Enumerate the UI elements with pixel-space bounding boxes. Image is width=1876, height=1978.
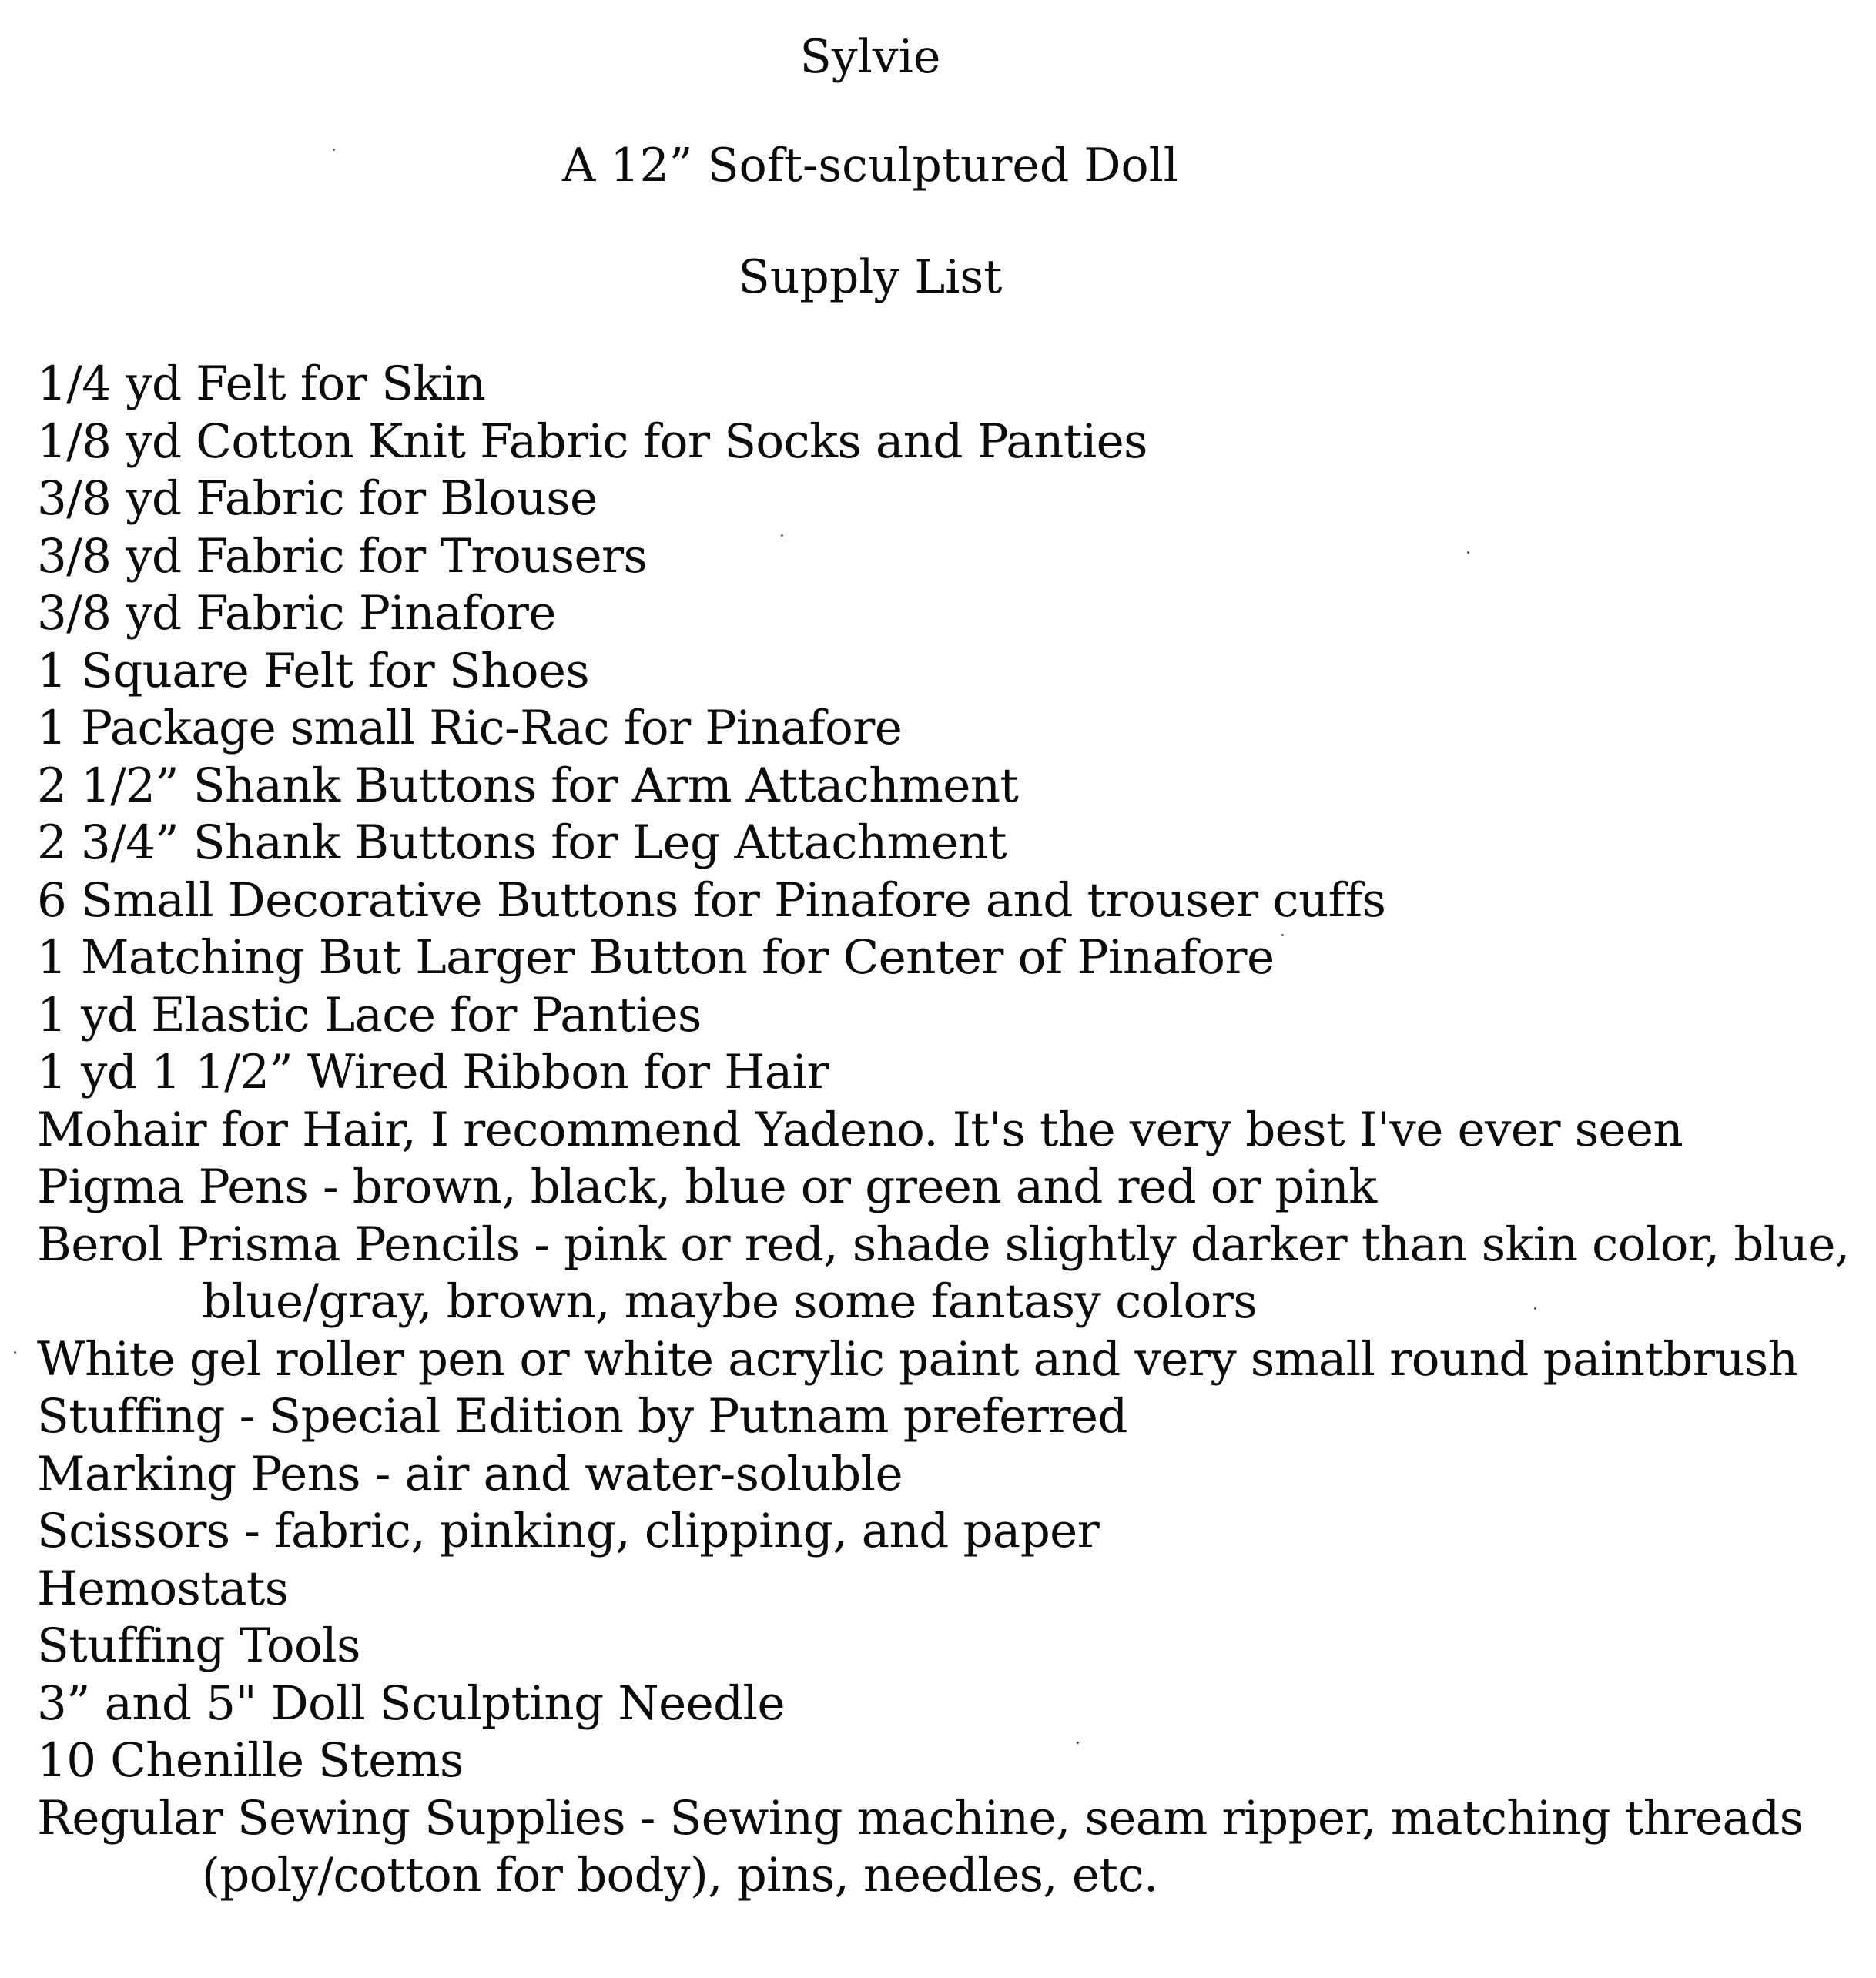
scan-speck <box>1467 551 1469 554</box>
supply-item-text: 1/8 yd Cotton Knit Fabric for Socks and Panties <box>37 413 1147 469</box>
document-title: Sylvie <box>799 30 941 84</box>
supply-list <box>37 356 1854 1905</box>
supply-item <box>37 1503 1854 1561</box>
supply-item-text: 2 1/2” Shank Buttons for Arm Attachment <box>37 758 1019 813</box>
supply-item-text: Berol Prisma Pencils - pink or red, shade slightly darker than skin color, blue, <box>37 1217 1850 1272</box>
supply-item-text: Stuffing Tools <box>37 1618 360 1673</box>
supply-item-continuation: blue/gray, brown, maybe some fantasy colors <box>202 1274 1258 1329</box>
supply-item <box>37 1618 1854 1675</box>
supply-item-text: Mohair for Hair, I recommend Yadeno. It's the very best I've ever seen <box>37 1102 1683 1157</box>
supply-item-text: Marking Pens - air and water-soluble <box>37 1446 903 1501</box>
supply-list-heading: Supply List <box>738 250 1003 304</box>
supply-item-text: 1 yd 1 1/2” Wired Ribbon for Hair <box>37 1045 829 1099</box>
supply-item-text: 3/8 yd Fabric Pinafore <box>37 586 556 641</box>
supply-item <box>37 1732 1854 1790</box>
supply-item <box>37 528 1854 586</box>
supply-item <box>37 987 1854 1045</box>
supply-item-text: Scissors - fabric, pinking, clipping, and paper <box>37 1504 1100 1558</box>
supply-item <box>37 470 1854 528</box>
supply-item-text: White gel roller pen or white acrylic paint and very small round paintbrush <box>37 1331 1798 1387</box>
supply-item-text: 2 3/4” Shank Buttons for Leg Attachment <box>37 815 1007 870</box>
supply-item-text: Stuffing - Special Edition by Putnam preferred <box>37 1389 1127 1444</box>
supply-item-text: 6 Small Decorative Buttons for Pinafore and trouser cuffs <box>37 872 1386 928</box>
supply-item-text: 3/8 yd Fabric for Trousers <box>37 528 648 584</box>
supply-item <box>37 1388 1854 1446</box>
supply-item <box>37 1331 1854 1389</box>
supply-item <box>37 1217 1854 1331</box>
supply-item <box>37 872 1854 930</box>
scan-speck <box>333 149 335 151</box>
supply-item <box>37 585 1854 643</box>
scan-speck <box>781 534 783 537</box>
supply-item <box>37 1044 1854 1102</box>
supply-item-text: 1 Matching But Larger Button for Center of Pinafore <box>37 930 1275 985</box>
supply-item <box>37 1446 1854 1504</box>
supply-item <box>37 758 1854 815</box>
supply-item <box>37 700 1854 758</box>
supply-item <box>37 1675 1854 1733</box>
supply-item <box>37 1102 1854 1160</box>
supply-item-text: 3/8 yd Fabric for Blouse <box>37 471 598 526</box>
scan-speck <box>1534 1307 1536 1310</box>
supply-item-text: Regular Sewing Supplies - Sewing machine, seam ripper, matching threads <box>37 1790 1804 1846</box>
supply-item-text: 1/4 yd Felt for Skin <box>37 356 486 411</box>
supply-item <box>37 1561 1854 1618</box>
supply-item-text: Hemostats <box>37 1561 289 1616</box>
supply-item-text: 1 Square Felt for Shoes <box>37 643 590 698</box>
scan-speck <box>1077 1742 1079 1744</box>
scan-speck <box>14 1351 16 1354</box>
document-subtitle: A 12” Soft-sculptured Doll <box>562 139 1178 192</box>
supply-item <box>37 1790 1854 1905</box>
supply-item-text: 1 Package small Ric-Rac for Pinafore <box>37 701 903 755</box>
supply-item-text: 3” and 5" Doll Sculpting Needle <box>37 1675 785 1731</box>
supply-item <box>37 815 1854 872</box>
scan-speck <box>1281 934 1284 936</box>
supply-item-continuation: (poly/cotton for body), pins, needles, etc. <box>202 1848 1158 1903</box>
supply-item <box>37 929 1854 987</box>
supply-item-text: 1 yd Elastic Lace for Panties <box>37 987 702 1043</box>
supply-item <box>37 356 1854 413</box>
supply-item <box>37 643 1854 701</box>
supply-item-text: Pigma Pens - brown, black, blue or green and red or pink <box>37 1160 1377 1214</box>
supply-item <box>37 1159 1854 1217</box>
supply-item-text: 10 Chenille Stems <box>37 1733 464 1788</box>
supply-item <box>37 413 1854 471</box>
